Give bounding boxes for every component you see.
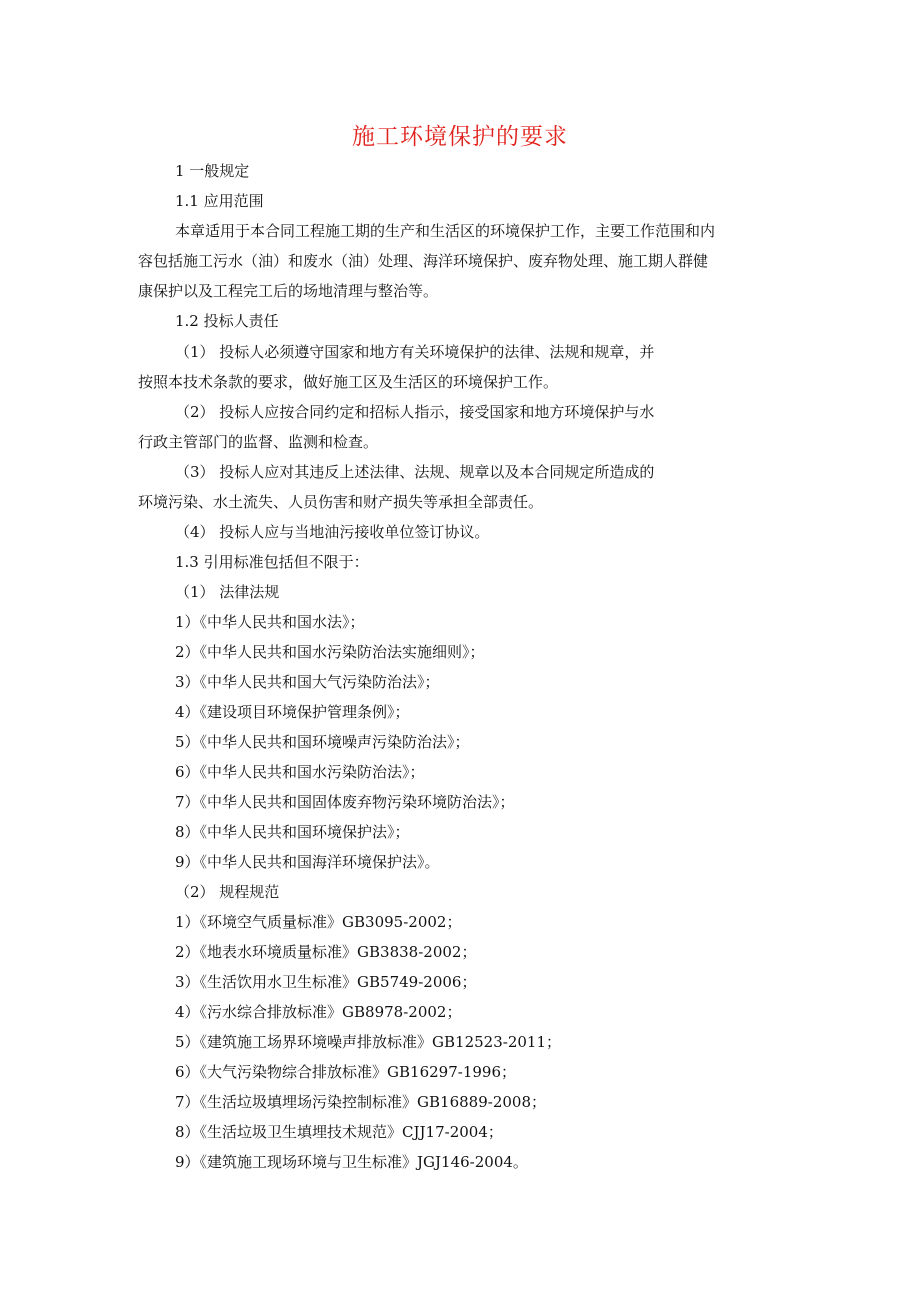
spec-item: 8）《生活垃圾卫生填埋技术规范》CJJ17-2004；: [175, 1123, 503, 1141]
responsibility-item: 环境污染、水土流失、人员伤害和财产损失等承担全部责任。: [138, 493, 544, 511]
responsibility-item: （1） 投标人必须遵守国家和地方有关环境保护的法律、法规和规章，并: [175, 343, 655, 361]
page-title: 施工环境保护的要求: [352, 124, 568, 150]
responsibility-item: （2） 投标人应按合同约定和招标人指示，接受国家和地方环境保护与水: [175, 403, 655, 421]
law-item: 3）《中华人民共和国大气污染防治法》；: [175, 673, 440, 691]
scope-paragraph-line: 本章适用于本合同工程施工期的生产和生活区的环境保护工作，主要工作范围和内: [175, 222, 716, 240]
spec-item: 3）《生活饮用水卫生标准》GB5749-2006；: [175, 973, 477, 991]
spec-item: 2）《地表水环境质量标准》GB3838-2002；: [175, 943, 477, 961]
spec-item: 9）《建筑施工现场环境与卫生标准》JGJ146-2004。: [175, 1153, 528, 1171]
law-item: 8）《中华人民共和国环境保护法》；: [175, 823, 410, 841]
law-item: 7）《中华人民共和国固体废弃物污染环境防治法》；: [175, 793, 515, 811]
subsection-heading: 1.3 引用标准包括但不限于：: [175, 553, 369, 571]
scope-paragraph-line: 康保护以及工程完工后的场地清理与整治等。: [138, 282, 439, 300]
spec-item: 4）《污水综合排放标准》GB8978-2002；: [175, 1003, 462, 1021]
law-item: 4）《建设项目环境保护管理条例》；: [175, 703, 410, 721]
spec-item: 5）《建筑施工场界环境噪声排放标准》GB12523-2011；: [175, 1033, 562, 1051]
responsibility-item: 按照本技术条款的要求，做好施工区及生活区的环境保护工作。: [138, 373, 559, 391]
law-item: 6）《中华人民共和国水污染防治法》；: [175, 763, 425, 781]
spec-item: 1）《环境空气质量标准》GB3095-2002；: [175, 913, 462, 931]
subsection-heading: 1.2 投标人责任: [175, 312, 279, 330]
section-heading: 1 一般规定: [175, 162, 250, 180]
responsibility-item: （3） 投标人应对其违反上述法律、法规、规章以及本合同规定所造成的: [175, 463, 655, 481]
responsibility-item: 行政主管部门的监督、监测和检查。: [138, 433, 379, 451]
law-item: 2）《中华人民共和国水污染防治法实施细则》；: [175, 643, 485, 661]
spec-item: 6）《大气污染物综合排放标准》GB16297-1996；: [175, 1063, 517, 1081]
list-heading: （2） 规程规范: [175, 883, 280, 901]
law-item: 1）《中华人民共和国水法》；: [175, 613, 365, 631]
list-heading: （1） 法律法规: [175, 583, 280, 601]
responsibility-item: （4） 投标人应与当地油污接收单位签订协议。: [175, 523, 490, 541]
subsection-heading: 1.1 应用范围: [175, 192, 264, 210]
law-item: 9）《中华人民共和国海洋环境保护法》。: [175, 853, 440, 871]
spec-item: 7）《生活垃圾填埋场污染控制标准》GB16889-2008；: [175, 1093, 547, 1111]
law-item: 5）《中华人民共和国环境噪声污染防治法》；: [175, 733, 470, 751]
scope-paragraph-line: 容包括施工污水（油）和废水（油）处理、海洋环境保护、废弃物处理、施工期人群健: [138, 252, 709, 270]
